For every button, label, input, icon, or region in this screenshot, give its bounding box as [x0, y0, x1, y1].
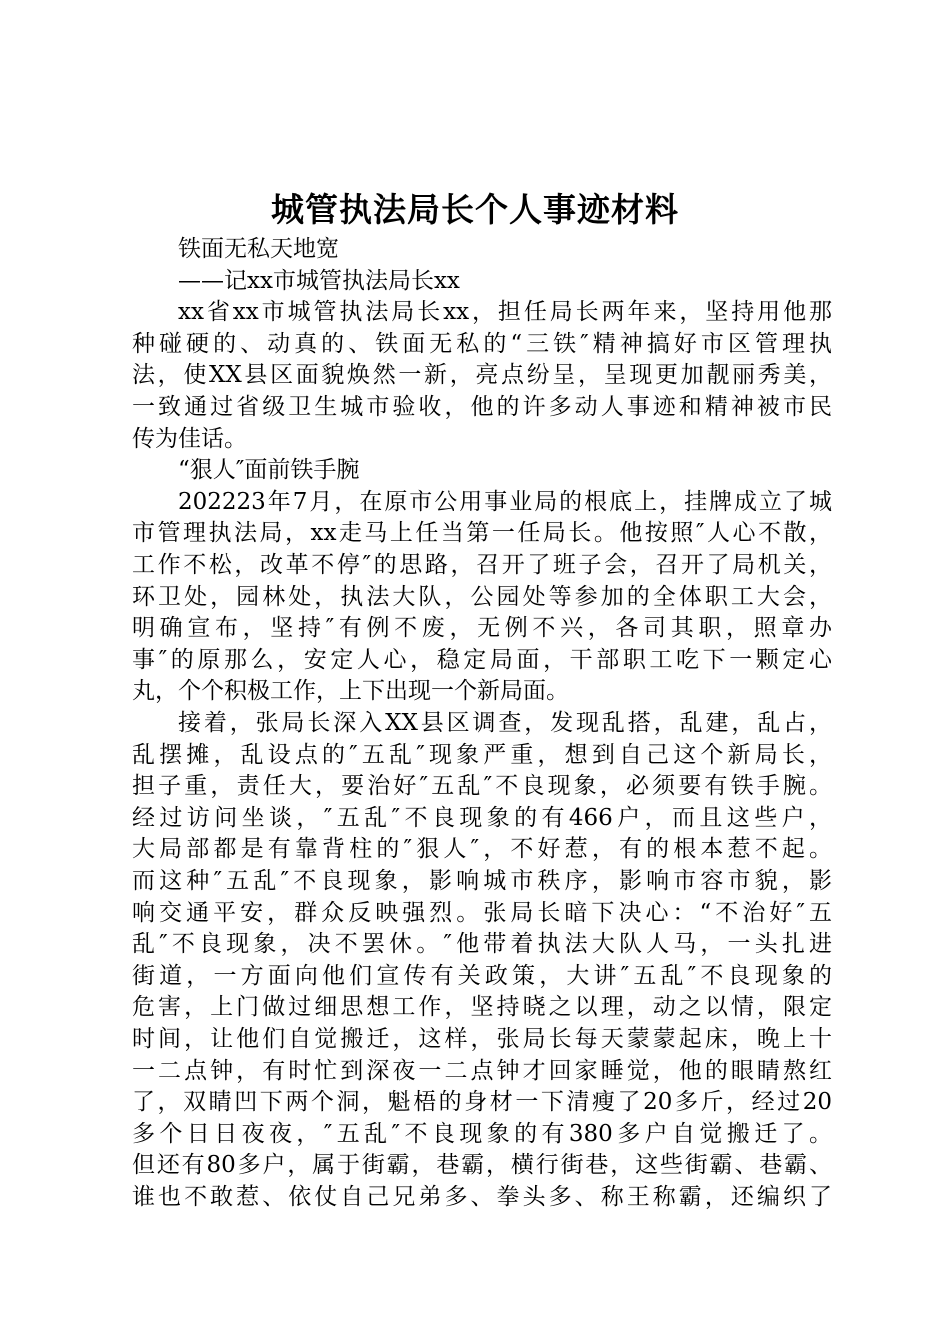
body-line: 工作不松，改革不停″的思路，召开了班子会，召开了局机关， — [132, 552, 832, 578]
body-line: 一致通过省级卫生城市验收，他的许多动人事迹和精神被市民 — [132, 394, 832, 420]
body-line: 202223年7月，在原市公用事业局的根底上，挂牌成立了城 — [178, 489, 832, 515]
body-line: 而这种″五乱″不良现象，影响城市秩序，影响市容市貌，影 — [132, 868, 832, 894]
body-line: “狠人″面前铁手腕 — [178, 457, 360, 483]
body-line: 环卫处，园林处，执法大队，公园处等参加的全体职工大会， — [132, 584, 832, 610]
body-line: 谁也不敢惹、依仗自己兄弟多、拳头多、称王称霸，还编织了 — [132, 1184, 832, 1210]
body-line: 传为佳话。 — [132, 426, 247, 452]
body-line: 多个日日夜夜，″五乱″不良现象的有380多户自觉搬迁了。 — [132, 1121, 832, 1147]
body-line: 事″的原那么，安定人心，稳定局面，干部职工吃下一颗定心 — [132, 647, 832, 673]
body-line: 一二点钟，有时忙到深夜一二点钟才回家睡觉，他的眼睛熬红 — [132, 1058, 832, 1084]
body-line: 响交通平安，群众反映强烈。张局长暗下决心：“不治好″五 — [132, 900, 832, 926]
body-line: 经过访问坐谈，″五乱″不良现象的有466户，而且这些户， — [132, 805, 832, 831]
body-line: 但还有80多户，属于街霸，巷霸，横行街巷，这些街霸、巷霸、 — [132, 1152, 832, 1178]
body-line: 乱摆摊，乱设点的″五乱″现象严重，想到自己这个新局长， — [132, 742, 832, 768]
body-line: 丸，个个积极工作，上下出现一个新局面。 — [132, 678, 569, 704]
body-line: 了，双睛凹下两个洞，魁梧的身材一下清瘦了20多斤，经过20 — [132, 1089, 832, 1115]
body-line: 危害，上门做过细思想工作，坚持晓之以理，动之以情，限定 — [132, 994, 832, 1020]
body-line: 担子重，责任大，要治好″五乱″不良现象，必须要有铁手腕。 — [132, 773, 832, 799]
body-line: 街道，一方面向他们宣传有关政策，大讲″五乱″不良现象的 — [132, 963, 832, 989]
body-line: 时间，让他们自觉搬迁，这样，张局长每天蒙蒙起床，晚上十 — [132, 1026, 832, 1052]
body-line: 大局部都是有靠背柱的″狠人″，不好惹，有的根本惹不起。 — [132, 836, 832, 862]
body-line: 铁面无私天地宽 — [178, 236, 339, 262]
body-line: 市管理执法局，xx走马上任当第一任局长。他按照″人心不散， — [132, 520, 832, 546]
body-line: xx省xx市城管执法局长xx，担任局长两年来，坚持用他那 — [178, 299, 832, 325]
body-line: 种碰硬的、动真的、铁面无私的“三铁″精神搞好市区管理执 — [132, 331, 832, 357]
body-line: ——记xx市城管执法局长xx — [178, 268, 460, 294]
body-line: 明确宣布，坚持″有例不废，无例不兴，各司其职，照章办 — [132, 615, 832, 641]
body-line: 乱″不良现象，决不罢休。″他带着执法大队人马，一头扎进 — [132, 931, 832, 957]
document-title: 城管执法局长个人事迹材料 — [271, 190, 679, 229]
body-line: 接着，张局长深入XX县区调查，发现乱搭，乱建，乱占， — [178, 710, 832, 736]
body-line: 法，使XX县区面貌焕然一新，亮点纷呈，呈现更加靓丽秀美， — [132, 362, 832, 388]
